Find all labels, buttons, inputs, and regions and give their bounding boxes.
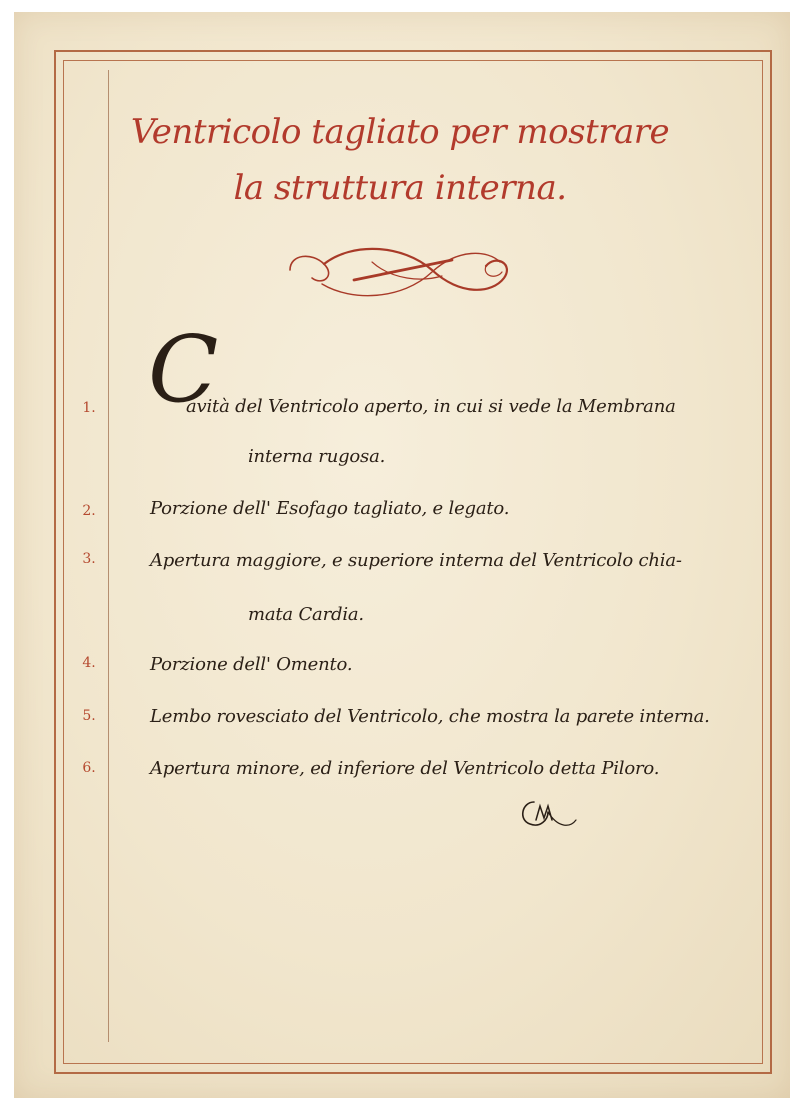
page-title-line-2: la struttura interna. [233, 168, 567, 208]
entry-number-6: 6. [82, 760, 96, 776]
entry-number-1: 1. [82, 400, 96, 416]
page-title-line-1: Ventricolo tagliato per mostrare [130, 112, 670, 152]
entry-number-4: 4. [82, 655, 96, 671]
scribe-monogram [514, 790, 580, 836]
calligraphic-flourish [282, 240, 518, 306]
entry-2-line-1: Porzione dell' Esofago tagliato, e legato. [150, 498, 510, 519]
entry-4-line-1: Porzione dell' Omento. [150, 654, 353, 675]
entry-number-3: 3. [82, 551, 96, 567]
entry-5-line-1: Lembo rovesciato del Ventricolo, che mostra la parete interna. [150, 706, 710, 727]
entry-6-line-1: Apertura minore, ed inferiore del Ventricolo detta Piloro. [150, 758, 660, 779]
entry-1-line-1: avità del Ventricolo aperto, in cui si vede la Membrana [186, 396, 676, 417]
initial-capital: C [148, 316, 219, 423]
entry-number-2: 2. [82, 503, 96, 519]
entry-1-line-2: interna rugosa. [248, 446, 386, 467]
entry-number-5: 5. [82, 708, 96, 724]
entry-3-line-2: mata Cardia. [248, 604, 364, 625]
entry-3-line-1: Apertura maggiore, e superiore interna del Ventricolo chia- [150, 550, 682, 571]
margin-rule [108, 70, 109, 1042]
